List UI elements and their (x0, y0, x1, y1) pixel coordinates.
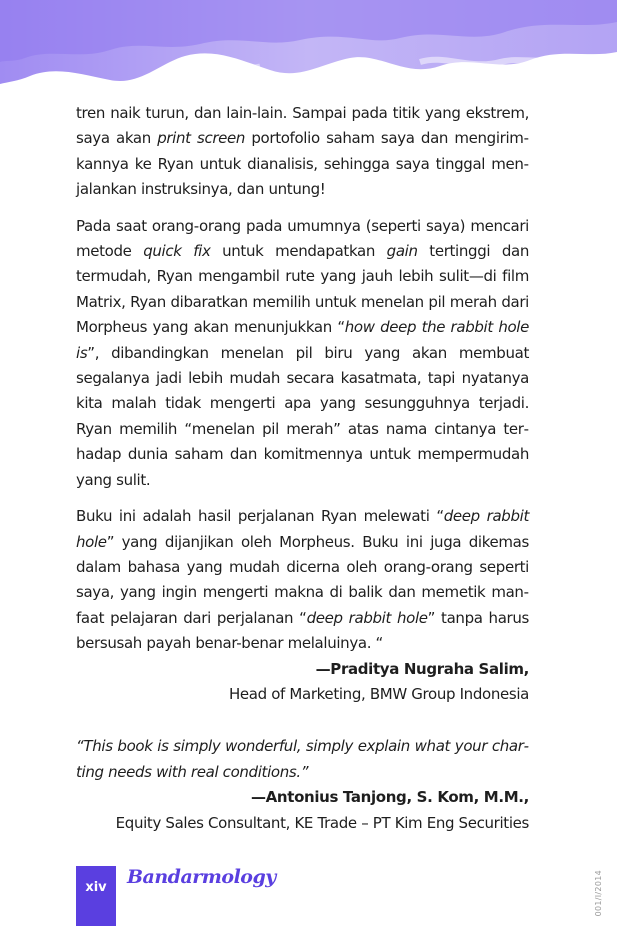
page-number: xiv (85, 880, 107, 895)
page-number-box (76, 866, 116, 926)
brand-logo-text: Bandarmology (127, 866, 276, 888)
attribution-name-2: —Antonius Tanjong, S. Kom, M.M., (251, 788, 529, 807)
paragraph-3 (76, 504, 529, 656)
text-run: ”, dibandingkan menelan pil biru yang akan membuat segalanya jadi lebih mudah secara kasatmata, tapi nyatanya kita malah tidak mengerti apa yang sesungguhnya terjadi. Ryan memilih “menelan pil merah” atas nama cintanya terhadap dunia saham dan komitmennya untuk mempermudah yang sulit. (76, 343, 529, 489)
text-run: Buku ini adalah hasil perjalanan Ryan melewati “ (76, 507, 444, 526)
italic-run: quick fix (143, 242, 211, 261)
text-run: ” yang dijanjikan oleh Morpheus. Buku ini juga dikemas dalam bahasa yang mudah dicerna oleh orang-orang seperti saya, yang ingin mengerti makna di balik dan memetik manfaat pelajaran dari perjalanan “ (76, 532, 529, 627)
attribution-title-1: Head of Marketing, BMW Group Indonesia (228, 684, 529, 703)
italic-run: deep rabbit hole (76, 507, 529, 551)
text-run: ” tanpa harus bersusah payah benar-benar melaluinya. “ (76, 608, 529, 653)
text-run: portofolio saham saya dan mengirimkannya ke Ryan untuk dianalisis, sehingga saya tinggal menjalankan instruksinya, dan untung! (76, 129, 529, 199)
side-code: 001/I/2014 (594, 870, 603, 917)
text-run: Pada saat orang-orang pada umumnya (seperti saya) mencari metode (76, 216, 529, 261)
paragraph-1 (76, 101, 529, 203)
text-run: tertinggi dan termudah, Ryan mengambil rute yang jauh lebih sulit—di film Matrix, Ryan dibaratkan memilih untuk menelan pil merah dari Morpheus yang akan menunjukkan “ (76, 242, 529, 337)
testimonial-quote-2: “This book is simply wonderful, simply explain what your charting needs with real conditions.” (76, 737, 529, 781)
main-text (76, 101, 529, 836)
italic-run: gain (386, 242, 418, 261)
text-run: tren naik turun, dan lain-lain. Sampai pada titik yang ekstrem, saya akan (76, 104, 529, 148)
italic-run: deep rabbit hole (306, 608, 428, 627)
italic-run: how deep the rabbit hole is (76, 318, 529, 362)
paragraph-2 (76, 214, 529, 493)
top-watercolor-banner (0, 0, 617, 95)
text-run: untuk mendapatkan (210, 242, 387, 261)
italic-run: print screen (157, 129, 246, 148)
attribution-name-1: —Praditya Nugraha Salim, (315, 659, 529, 678)
attribution-title-2: Equity Sales Consultant, KE Trade – PT Kim Eng Securities (115, 813, 529, 832)
